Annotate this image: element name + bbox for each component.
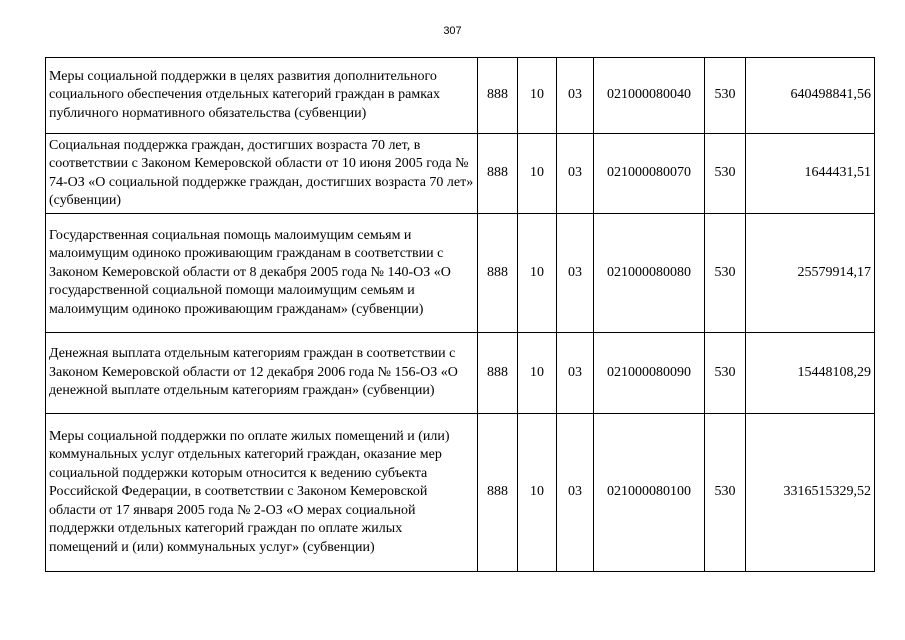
row-amount: 25579914,17	[746, 214, 875, 333]
row-ved-code: 888	[478, 414, 518, 572]
row-name: Меры социальной поддержки в целях развития дополнительного социального обеспечения отдельных категорий граждан в рамках публичного нормативного обязательства (субвенции)	[46, 58, 478, 134]
row-ved-code: 888	[478, 333, 518, 414]
row-target-article-code: 021000080080	[594, 214, 705, 333]
row-section-code: 10	[518, 134, 557, 214]
table-row	[46, 414, 875, 572]
row-section-code: 10	[518, 333, 557, 414]
row-name: Государственная социальная помощь малоимущим семьям и малоимущим одиноко проживающим гражданам в соответствии с Законом Кемеровской области от 8 декабря 2005 года № 140-ОЗ «О государственной социальной помощи малоимущим семьям и малоимущим одиноко проживающим гражданам» (субвенции)	[46, 214, 478, 333]
row-ved-code: 888	[478, 214, 518, 333]
row-amount: 15448108,29	[746, 333, 875, 414]
row-name: Меры социальной поддержки по оплате жилых помещений и (или) коммунальных услуг отдельных категорий граждан, оказание мер социальной поддержки которым относится к ведению субъекта Российской Федерации, в соответствии с Законом Кемеровской области от 17 января 2005 года № 2-ОЗ «О мерах социальной поддержки отдельных категорий граждан по оплате жилых помещений и (или) коммунальных услуг» (субвенции)	[46, 414, 478, 572]
row-target-article-code: 021000080070	[594, 134, 705, 214]
row-expense-type-code: 530	[705, 214, 746, 333]
row-name: Денежная выплата отдельным категориям граждан в соответствии с Законом Кемеровской области от 12 декабря 2006 года № 156-ОЗ «О денежной выплате отдельным категориям граждан» (субвенции)	[46, 333, 478, 414]
row-subsection-code: 03	[557, 333, 594, 414]
page-number: 307	[443, 25, 462, 37]
row-subsection-code: 03	[557, 58, 594, 134]
row-amount: 640498841,56	[746, 58, 875, 134]
table-row	[46, 58, 875, 134]
row-subsection-code: 03	[557, 414, 594, 572]
table-row	[46, 333, 875, 414]
row-amount: 3316515329,52	[746, 414, 875, 572]
row-ved-code: 888	[478, 134, 518, 214]
row-amount: 1644431,51	[746, 134, 875, 214]
row-target-article-code: 021000080100	[594, 414, 705, 572]
row-section-code: 10	[518, 414, 557, 572]
row-name: Социальная поддержка граждан, достигших возраста 70 лет, в соответствии с Законом Кемеровской области от 10 июня 2005 года № 74-ОЗ «О социальной поддержке граждан, достигших возраста 70 лет» (субвенции)	[46, 134, 478, 214]
row-expense-type-code: 530	[705, 58, 746, 134]
row-subsection-code: 03	[557, 214, 594, 333]
table-row	[46, 214, 875, 333]
row-target-article-code: 021000080090	[594, 333, 705, 414]
row-expense-type-code: 530	[705, 333, 746, 414]
row-section-code: 10	[518, 58, 557, 134]
row-subsection-code: 03	[557, 134, 594, 214]
row-expense-type-code: 530	[705, 134, 746, 214]
budget-table	[45, 57, 875, 572]
table-row	[46, 134, 875, 214]
row-section-code: 10	[518, 214, 557, 333]
row-target-article-code: 021000080040	[594, 58, 705, 134]
row-expense-type-code: 530	[705, 414, 746, 572]
row-ved-code: 888	[478, 58, 518, 134]
